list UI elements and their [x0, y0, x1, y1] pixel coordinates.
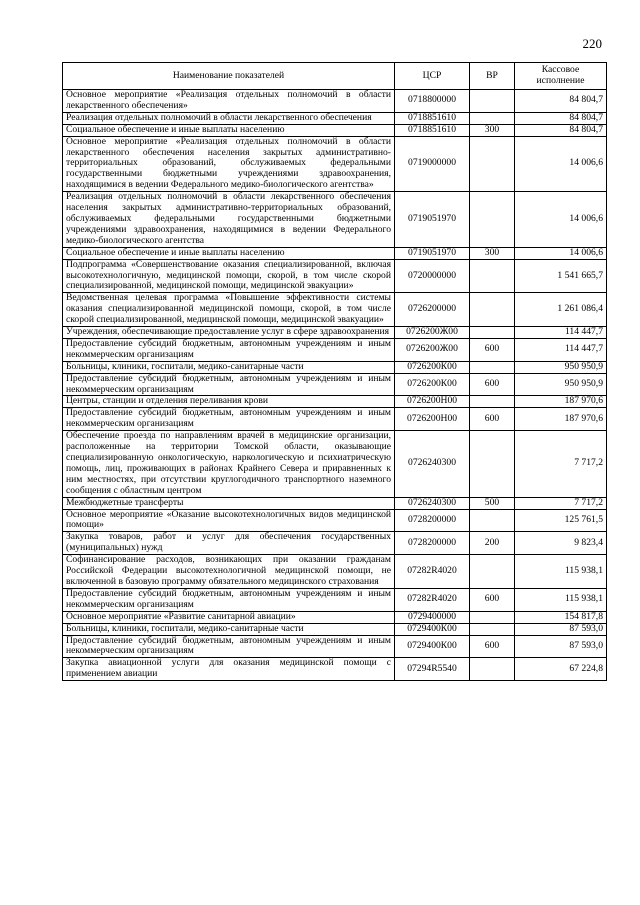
- row-value-cell: 154 817,8: [515, 611, 607, 623]
- row-csr-cell: 0726200К00: [395, 361, 470, 373]
- row-vr-cell: [470, 623, 515, 635]
- row-csr-cell: 0729400К00: [395, 623, 470, 635]
- table-row: [63, 373, 607, 396]
- row-name-cell: Реализация отдельных полномочий в области лекарственного обеспечения населения закрытых административно-территориальных образований, обслуживаемых федеральными государственными бюджетными учреждениями здравоохранения, находящимися в ведении Федерального медико-биологического агентства: [63, 192, 395, 248]
- table-row: [63, 658, 607, 681]
- row-name-cell: Межбюджетные трансферты: [63, 497, 395, 509]
- table-row: [63, 588, 607, 611]
- row-csr-cell: 07294R5540: [395, 658, 470, 681]
- row-vr-cell: 600: [470, 408, 515, 431]
- table-row: [63, 259, 607, 293]
- row-value-cell: 187 970,6: [515, 396, 607, 408]
- column-header-value: Кассовое исполнение: [515, 63, 607, 90]
- table-row: [63, 293, 607, 327]
- row-vr-cell: [470, 509, 515, 532]
- row-name-cell: Больницы, клиники, госпитали, медико-санитарные части: [63, 623, 395, 635]
- row-value-cell: 14 006,6: [515, 247, 607, 259]
- row-name-cell: Центры, станции и отделения переливания крови: [63, 396, 395, 408]
- row-vr-cell: [470, 90, 515, 113]
- row-value-cell: 67 224,8: [515, 658, 607, 681]
- row-name-cell: Предоставление субсидий бюджетным, автономным учреждениям и иным некоммерческим организациям: [63, 338, 395, 361]
- row-vr-cell: [470, 555, 515, 589]
- row-csr-cell: 0726200Ж00: [395, 338, 470, 361]
- row-name-cell: Учреждения, обеспечивающие предоставление услуг в сфере здравоохранения: [63, 327, 395, 339]
- table-row: [63, 192, 607, 248]
- column-header-vr: ВР: [470, 63, 515, 90]
- table-row: [63, 555, 607, 589]
- row-name-cell: Социальное обеспечение и иные выплаты населению: [63, 124, 395, 136]
- budget-table: [62, 62, 607, 681]
- row-name-cell: Софинансирование расходов, возникающих при оказании гражданам Российской Федерации высокотехнологичной медицинской помощи, не включенной в базовую программу обязательного медицинского страхования: [63, 555, 395, 589]
- row-name-cell: Предоставление субсидий бюджетным, автономным учреждениям и иным некоммерческим организациям: [63, 635, 395, 658]
- row-value-cell: 84 804,7: [515, 112, 607, 124]
- row-vr-cell: 500: [470, 497, 515, 509]
- row-csr-cell: 0718851610: [395, 112, 470, 124]
- row-vr-cell: [470, 431, 515, 497]
- row-name-cell: Обеспечение проезда по направлениям врачей в медицинские организации, расположенные на территории Томской области, оказывающие специализированную онкологическую, наркологическую и психиатрическую помощь, лиц, проживающих в районах Крайнего Севера и приравненных к ним местностях, при отсутствии круглогодичного транспортного наземного сообщения с областным центром: [63, 431, 395, 497]
- page-number: 220: [582, 36, 602, 51]
- table-row: [63, 90, 607, 113]
- row-name-cell: Закупка товаров, работ и услуг для обеспечения государственных (муниципальных) нужд: [63, 532, 395, 555]
- row-value-cell: 87 593,0: [515, 635, 607, 658]
- row-csr-cell: 07282R4020: [395, 555, 470, 589]
- table-row: [63, 532, 607, 555]
- row-name-cell: Основное мероприятие «Оказание высокотехнологичных видов медицинской помощи»: [63, 509, 395, 532]
- row-csr-cell: 0726240300: [395, 497, 470, 509]
- row-csr-cell: 0729400000: [395, 611, 470, 623]
- row-vr-cell: 300: [470, 124, 515, 136]
- row-value-cell: 1 541 665,7: [515, 259, 607, 293]
- table-row: [63, 327, 607, 339]
- row-csr-cell: 0728200000: [395, 509, 470, 532]
- row-name-cell: Больницы, клиники, госпитали, медико-санитарные части: [63, 361, 395, 373]
- row-vr-cell: [470, 611, 515, 623]
- table-row: [63, 611, 607, 623]
- row-value-cell: 114 447,7: [515, 338, 607, 361]
- table-row: [63, 509, 607, 532]
- row-name-cell: Предоставление субсидий бюджетным, автономным учреждениям и иным некоммерческим организациям: [63, 408, 395, 431]
- row-csr-cell: 0726200000: [395, 293, 470, 327]
- table-row: [63, 431, 607, 497]
- row-vr-cell: 200: [470, 532, 515, 555]
- row-vr-cell: [470, 361, 515, 373]
- table-row: [63, 623, 607, 635]
- row-name-cell: Ведомственная целевая программа «Повышение эффективности системы оказания специализированной медицинской помощи, скорой, в том числе скорой специализированной, медицинской помощи, медицинской эвакуации»: [63, 293, 395, 327]
- row-csr-cell: 0729400К00: [395, 635, 470, 658]
- row-name-cell: Основное мероприятие «Реализация отдельных полномочий в области лекарственного обеспечения»: [63, 90, 395, 113]
- row-vr-cell: 600: [470, 338, 515, 361]
- row-name-cell: Основное мероприятие «Реализация отдельных полномочий в области лекарственного обеспечения населения закрытых административно-территориальных образований, обслуживаемых федеральными государственными бюджетными учреждениями здравоохранения, находящимися в ведении Федерального медико-биологического агентства»: [63, 136, 395, 192]
- table-row: [63, 112, 607, 124]
- table-row: [63, 361, 607, 373]
- row-value-cell: 114 447,7: [515, 327, 607, 339]
- row-value-cell: 7 717,2: [515, 431, 607, 497]
- row-value-cell: 84 804,7: [515, 124, 607, 136]
- row-csr-cell: 0726200Н00: [395, 396, 470, 408]
- row-vr-cell: [470, 259, 515, 293]
- row-vr-cell: [470, 136, 515, 192]
- table-row: [63, 247, 607, 259]
- row-value-cell: 115 938,1: [515, 555, 607, 589]
- row-vr-cell: 600: [470, 635, 515, 658]
- row-csr-cell: 0728200000: [395, 532, 470, 555]
- table-row: [63, 338, 607, 361]
- table-row: [63, 497, 607, 509]
- row-value-cell: 1 261 086,4: [515, 293, 607, 327]
- row-csr-cell: 0719051970: [395, 192, 470, 248]
- row-csr-cell: 0726200Ж00: [395, 327, 470, 339]
- row-name-cell: Предоставление субсидий бюджетным, автономным учреждениям и иным некоммерческим организациям: [63, 588, 395, 611]
- row-csr-cell: 0726200К00: [395, 373, 470, 396]
- row-vr-cell: [470, 192, 515, 248]
- table-row: [63, 396, 607, 408]
- row-csr-cell: 0718800000: [395, 90, 470, 113]
- row-vr-cell: 600: [470, 588, 515, 611]
- row-value-cell: 9 823,4: [515, 532, 607, 555]
- row-csr-cell: 0720000000: [395, 259, 470, 293]
- row-value-cell: 187 970,6: [515, 408, 607, 431]
- row-name-cell: Основное мероприятие «Развитие санитарной авиации»: [63, 611, 395, 623]
- row-value-cell: 87 593,0: [515, 623, 607, 635]
- row-csr-cell: 0719000000: [395, 136, 470, 192]
- row-vr-cell: [470, 293, 515, 327]
- column-header-csr: ЦСР: [395, 63, 470, 90]
- row-value-cell: 950 950,9: [515, 361, 607, 373]
- row-vr-cell: [470, 327, 515, 339]
- row-value-cell: 84 804,7: [515, 90, 607, 113]
- column-header-name: Наименование показателей: [63, 63, 395, 90]
- row-csr-cell: 0718851610: [395, 124, 470, 136]
- row-name-cell: Социальное обеспечение и иные выплаты населению: [63, 247, 395, 259]
- table-row: [63, 136, 607, 192]
- row-csr-cell: 0726200Н00: [395, 408, 470, 431]
- row-vr-cell: [470, 396, 515, 408]
- row-name-cell: Реализация отдельных полномочий в области лекарственного обеспечения: [63, 112, 395, 124]
- table-row: [63, 124, 607, 136]
- row-csr-cell: 0726240300: [395, 431, 470, 497]
- table-header-row: [63, 63, 607, 90]
- row-name-cell: Закупка авиационной услуги для оказания медицинской помощи с применением авиации: [63, 658, 395, 681]
- row-value-cell: 7 717,2: [515, 497, 607, 509]
- row-vr-cell: [470, 112, 515, 124]
- row-vr-cell: 300: [470, 247, 515, 259]
- row-value-cell: 14 006,6: [515, 136, 607, 192]
- row-name-cell: Подпрограмма «Совершенствование оказания специализированной, включая высокотехнологичную, медицинской помощи, скорой, в том числе скорой специализированной, медицинской помощи, медицинской эвакуации»: [63, 259, 395, 293]
- row-csr-cell: 0719051970: [395, 247, 470, 259]
- table-row: [63, 408, 607, 431]
- table-body: [63, 90, 607, 681]
- table-row: [63, 635, 607, 658]
- row-vr-cell: 600: [470, 373, 515, 396]
- row-value-cell: 14 006,6: [515, 192, 607, 248]
- row-value-cell: 950 950,9: [515, 373, 607, 396]
- row-name-cell: Предоставление субсидий бюджетным, автономным учреждениям и иным некоммерческим организациям: [63, 373, 395, 396]
- row-vr-cell: [470, 658, 515, 681]
- row-value-cell: 115 938,1: [515, 588, 607, 611]
- row-csr-cell: 07282R4020: [395, 588, 470, 611]
- row-value-cell: 125 761,5: [515, 509, 607, 532]
